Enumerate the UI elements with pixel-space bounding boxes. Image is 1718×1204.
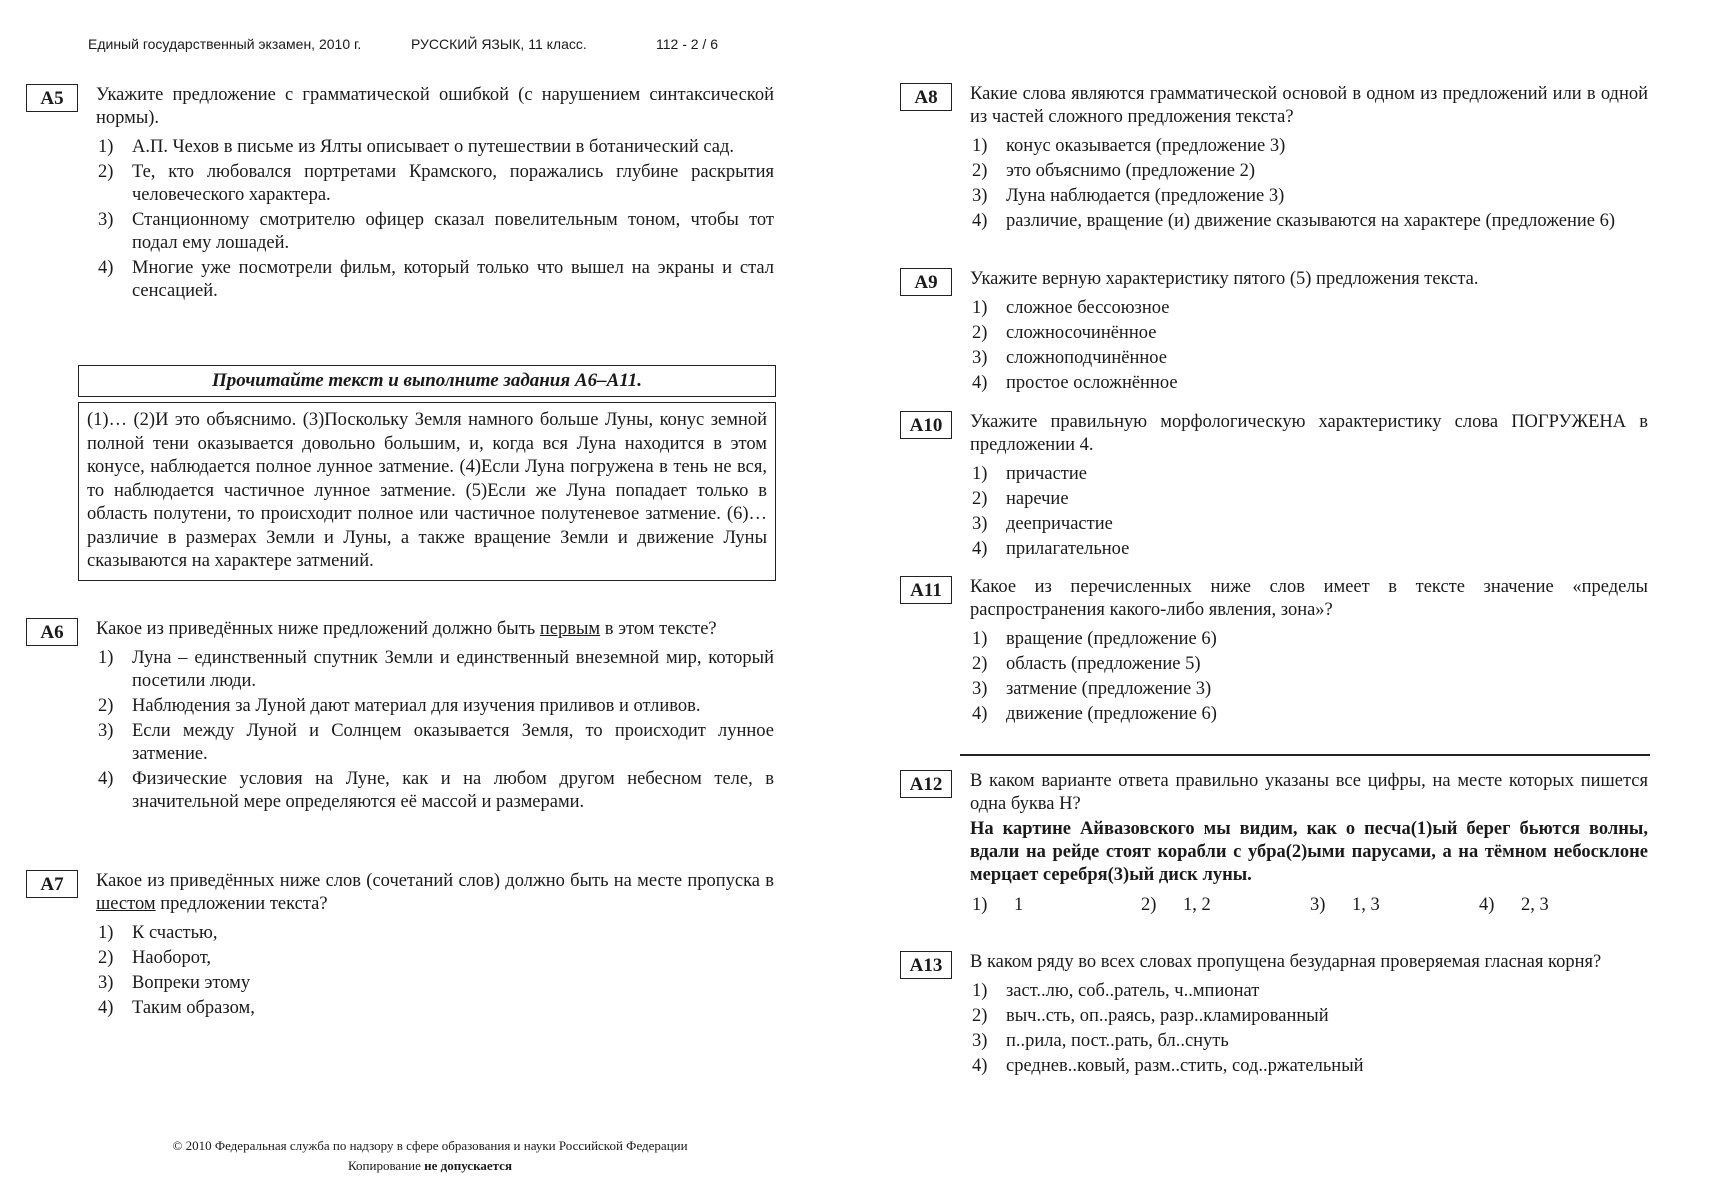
task-question: Какое из приведённых ниже слов (сочетаний слов) должно быть на месте пропуска в шестом предложении текста? [96,871,774,914]
option: 1) Луна – единственный спутник Земли и единственный внеземной мир, который посетили люди. [98,648,774,691]
option: 2) 1, 2 [1141,895,1211,915]
page-footer [0,1136,860,1176]
reading-heading: Прочитайте текст и выполните задания А6–А11. [78,365,776,397]
option: 3) п..рила, пост..рать, бл..снуть [972,1031,1229,1051]
options-list [972,463,1648,561]
task-a5 [26,84,774,305]
options-list [98,136,774,303]
page-number: 112 - 2 / 6 [656,36,719,52]
task-tag: А5 [26,84,78,112]
task-tag: А12 [900,770,952,798]
options-list [972,980,1648,1078]
reading-text: (1)… (2)И это объяснимо. (3)Поскольку Земля намного больше Луны, конус земной полной тени оказывается довольно большим, и, когда вся Луна находится в этом конусе, наблюдается полное лунное затмение. (4)Если Луна погружена в тень не вся, то наблюдается частичное лунное затмение. (5)Если же Луна попадает только в область полутени, то происходит полное или частичное полутеневое затмение. (6)… различие в размерах Земли и Луны, а также вращение Земли и движение Луны сказываются на характере затмений. [78,402,776,581]
option: 1) 1 [972,895,1024,915]
option: 4) Многие уже посмотрели фильм, который только что вышел на экраны и стал сенсацией. [98,258,774,301]
option: 2) сложносочинённое [972,323,1157,343]
option: 2) Наоборот, [98,948,212,968]
option: 2) наречие [972,489,1069,509]
task-question: Укажите верную характеристику пятого (5) предложения текста. [970,269,1479,289]
task-a9 [900,268,1648,397]
option: 4) различие, вращение (и) движение сказываются на характере (предложение 6) [972,211,1615,231]
option: 1) заст..лю, соб..ратель, ч..мпионат [972,981,1260,1001]
option: 4) движение (предложение 6) [972,704,1217,724]
option: 3) Если между Луной и Солнцем оказывается Земля, то происходит лунное затмение. [98,721,774,764]
section-divider [960,754,1650,756]
option: 3) сложноподчинённое [972,348,1167,368]
task-question: В каком варианте ответа правильно указаны все цифры, на месте которых пишется одна буква Н? [970,771,1648,814]
task-tag: А8 [900,83,952,111]
option: 3) Луна наблюдается (предложение 3) [972,186,1285,206]
option: 2) Наблюдения за Луной дают материал для изучения приливов и отливов. [98,696,701,716]
option: 4) 2, 3 [1479,895,1549,915]
option: 1) К счастью, [98,923,218,943]
options-list [972,895,1648,916]
task-question: Укажите правильную морфологическую характеристику слова ПОГРУЖЕНА в предложении 4. [970,412,1648,455]
task-a11 [900,576,1648,728]
option: 2) Те, кто любовался портретами Крамского, поражались глубине раскрытия человеческого характера. [98,162,774,205]
option: 1) А.П. Чехов в письме из Ялты описывает о путешествии в ботанический сад. [98,137,735,157]
option: 4) простое осложнённое [972,373,1178,393]
options-list [972,628,1648,726]
exam-title: Единый государственный экзамен, 2010 г. [88,36,362,52]
option: 1) сложное бессоюзное [972,298,1170,318]
task-question: Какие слова являются грамматической основой в одном из предложений или в одной из частей сложного предложения текста? [970,84,1648,127]
options-list [98,647,774,814]
option: 3) деепричастие [972,514,1113,534]
task-a10 [900,411,1648,563]
task-question: В каком ряду во всех словах пропущена безударная проверяемая гласная корня? [970,952,1602,972]
option: 3) затмение (предложение 3) [972,679,1212,699]
task-a13 [900,951,1648,1080]
option: 2) выч..сть, оп..раясь, разр..кламированный [972,1006,1329,1026]
copy-notice: Копирование не допускается [348,1158,512,1173]
option: 1) причастие [972,464,1087,484]
task-question: Какое из приведённых ниже предложений должно быть первым в этом тексте? [96,619,717,639]
option: 4) прилагательное [972,539,1130,559]
option: 2) это объяснимо (предложение 2) [972,161,1256,181]
task-tag: А13 [900,951,952,979]
subject-title: РУССКИЙ ЯЗЫК, 11 класс. [411,36,587,52]
underlined-word: шестом [96,894,156,914]
option: 4) среднев..ковый, разм..стить, сод..ржательный [972,1056,1364,1076]
task-tag: А6 [26,618,78,646]
copyright-line: © 2010 Федеральная служба по надзору в сфере образования и науки Российской Федерации [172,1138,688,1153]
task-question: Какое из перечисленных ниже слов имеет в тексте значение «пределы распространения какого-либо явления, зона»? [970,577,1648,620]
task-tag: А11 [900,576,952,604]
options-list [972,297,1648,395]
task-a7 [26,870,774,1022]
task-a12 [900,770,1648,916]
option: 2) область (предложение 5) [972,654,1201,674]
task-tag: А7 [26,870,78,898]
task-a6 [26,618,774,816]
option: 3) 1, 3 [1310,895,1380,915]
task-tag: А9 [900,268,952,296]
task-question: Укажите предложение с грамматической ошибкой (с нарушением синтаксической нормы). [96,85,774,128]
task-tag: А10 [900,411,952,439]
option: 4) Физические условия на Луне, как и на любом другом небесном теле, в значительной мере определяются её массой и размерами. [98,769,774,812]
options-list [972,135,1648,233]
option: 1) конус оказывается (предложение 3) [972,136,1286,156]
option: 3) Станционному смотрителю офицер сказал повелительным тоном, чтобы тот подал ему лошадей. [98,210,774,253]
task-sentence: На картине Айвазовского мы видим, как о песча(1)ый берег бьются волны, вдали на рейде стоят корабли с убра(2)ыми парусами, а на тёмном небосклоне мерцает серебря(3)ый диск луны. [970,819,1648,885]
option: 3) Вопреки этому [98,973,251,993]
option: 4) Таким образом, [98,998,255,1018]
task-a8 [900,83,1648,235]
option: 1) вращение (предложение 6) [972,629,1217,649]
underlined-word: первым [539,619,601,639]
options-list [98,922,774,1020]
